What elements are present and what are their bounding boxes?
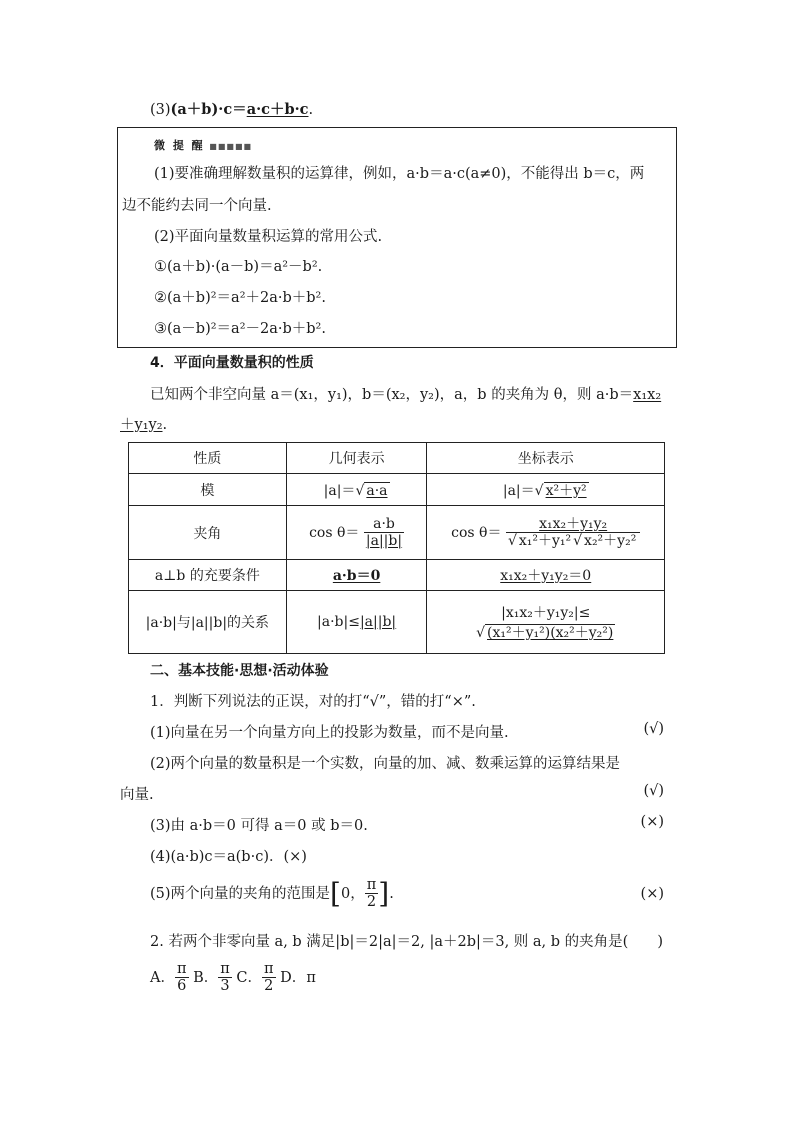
law-lhs: (a＋b)·c＝ bbox=[170, 101, 247, 118]
judge-item-3: (3)由 a·b＝0 可得 a＝0 或 b＝0. bbox=[150, 818, 368, 834]
section-4-intro bbox=[150, 383, 661, 404]
cell-coordinate bbox=[427, 560, 665, 591]
frac-den: |a||b| bbox=[365, 532, 403, 549]
geo-sqrt: a·a bbox=[366, 482, 388, 499]
cell-geometric bbox=[286, 506, 427, 560]
judge-mark-1: (√) bbox=[643, 721, 664, 737]
option-text: π bbox=[306, 970, 316, 986]
law-rhs: a·c＋b·c bbox=[246, 101, 309, 118]
tip-header bbox=[154, 137, 252, 153]
judge-mark-5: (×) bbox=[640, 886, 664, 902]
geo-pre: cos θ＝ bbox=[309, 524, 360, 541]
judge-mark-3: (×) bbox=[640, 814, 664, 830]
coord-value: x₁x₂＋y₁y₂＝0 bbox=[500, 568, 592, 584]
properties-table bbox=[128, 442, 665, 654]
coord-line-1: |x₁x₂＋y₁y₂|≤ bbox=[501, 605, 591, 621]
frac-den: √ x₁²＋y₁² √ x₂²＋y₂² bbox=[507, 532, 637, 549]
geo-underlined: |a||b| bbox=[359, 614, 397, 630]
judge-item-4: (4)(a·b)c＝a(b·c)．(×) bbox=[150, 849, 307, 865]
frac-num: x₁x₂＋y₁y₂ bbox=[506, 516, 640, 533]
left-bracket: [ bbox=[330, 877, 341, 910]
distributive-law-line bbox=[150, 98, 313, 119]
cell-property: 夹角 bbox=[129, 506, 287, 560]
cell-geometric: |a|＝√ a·a bbox=[286, 474, 427, 506]
intro-end: . bbox=[162, 417, 168, 433]
coord-pre: |a|＝ bbox=[502, 482, 535, 499]
intro-text: 已知两个非空向量 a＝(x₁，y₁)，b＝(x₂，y₂)，a，b 的夹角为 θ，则 a·b＝ bbox=[150, 387, 634, 403]
tip-title: 微 提 醒 bbox=[154, 139, 205, 152]
frac-num: π bbox=[366, 877, 377, 893]
cell-coordinate: |a|＝√ x²＋y² bbox=[427, 474, 665, 506]
intro-answer-1: x₁x₂ bbox=[633, 387, 662, 403]
frac-num: π bbox=[264, 961, 274, 977]
cell-property: a⊥b 的充要条件 bbox=[129, 560, 287, 591]
option-a[interactable] bbox=[150, 961, 189, 994]
den-sqrt-b: x₂²＋y₂² bbox=[584, 532, 637, 549]
judge-mark-2: (√) bbox=[643, 783, 664, 799]
tip-formula-2: ②(a＋b)²＝a²＋2a·b＋b². bbox=[154, 290, 326, 306]
option-d[interactable] bbox=[280, 970, 316, 986]
option-label: D． bbox=[280, 970, 307, 986]
option-c[interactable] bbox=[236, 961, 275, 994]
tip-paragraph-1b: 边不能约去同一个向量. bbox=[122, 198, 272, 214]
frac-num: a·b bbox=[364, 516, 404, 533]
coord-fraction bbox=[506, 516, 640, 550]
option-fraction bbox=[262, 961, 276, 995]
table-header-row bbox=[129, 443, 665, 474]
question-1: 1．判断下列说法的正误，对的打“√”，错的打“×”. bbox=[150, 694, 476, 710]
cell-property: 模 bbox=[129, 474, 287, 506]
cell-coordinate bbox=[427, 506, 665, 560]
tip-dots: ■■■■■ bbox=[209, 142, 253, 151]
period: . bbox=[308, 102, 314, 118]
cell-geometric bbox=[286, 560, 427, 591]
table-row-perpendicular bbox=[129, 560, 665, 591]
header-geometric: 几何表示 bbox=[286, 443, 427, 474]
judge-item-2: (2)两个向量的数量积是一个实数，向量的加、减、数乘运算的运算结果是 bbox=[150, 756, 621, 772]
option-fraction bbox=[175, 961, 189, 995]
coord-line-2: √ (x₁²＋y₁²)(x₂²＋y₂²) bbox=[476, 625, 614, 641]
option-fraction bbox=[218, 961, 232, 995]
section-4-intro-cont bbox=[120, 413, 167, 434]
section-2-heading: 二、基本技能·思想·活动体验 bbox=[150, 663, 329, 679]
judge-item-5: (5)两个向量的夹角的范围是[0， $\frac{\pi}{2}$ ]. bbox=[150, 877, 394, 910]
header-coordinate: 坐标表示 bbox=[427, 443, 665, 474]
item-label: (3) bbox=[150, 102, 171, 118]
option-b[interactable] bbox=[193, 961, 232, 994]
question-2-options bbox=[150, 958, 316, 998]
coord-sqrt: (x₁²＋y₁²)(x₂²＋y₂²) bbox=[487, 625, 614, 641]
range-low: 0， bbox=[340, 886, 365, 902]
option-label: B． bbox=[193, 970, 219, 986]
tip-formula-3: ③(a－b)²＝a²－2a·b＋b². bbox=[154, 321, 326, 337]
table-row-angle bbox=[129, 506, 665, 560]
coord-pre: cos θ＝ bbox=[451, 524, 502, 541]
header-property: 性质 bbox=[129, 443, 287, 474]
tip-paragraph-2: (2)平面向量数量积运算的常用公式. bbox=[154, 229, 383, 245]
range-fraction bbox=[365, 877, 379, 911]
geo-value: a·b＝0 bbox=[332, 568, 381, 584]
right-bracket: ] bbox=[378, 877, 390, 910]
geo-pre: |a·b|≤ bbox=[317, 614, 360, 630]
table-row-modulus bbox=[129, 474, 665, 506]
judge-item-2-cont: 向量. bbox=[120, 787, 154, 803]
frac-num: π bbox=[220, 961, 230, 977]
frac-num: π bbox=[176, 961, 187, 977]
tip-box bbox=[117, 127, 677, 348]
frac-den: 2 bbox=[366, 894, 377, 910]
question-2: 2. 若两个非零向量 a, b 满足|b|＝2|a|＝2, |a＋2b|＝3, 则 a, b 的夹角是( ) bbox=[150, 934, 663, 950]
cell-property: |a·b|与|a||b|的关系 bbox=[129, 591, 287, 654]
tip-formula-1: ①(a＋b)·(a－b)＝a²－b². bbox=[154, 259, 323, 275]
table-row-inequality bbox=[129, 591, 665, 654]
cell-coordinate bbox=[427, 591, 665, 654]
frac-den: 3 bbox=[220, 978, 230, 994]
den-sqrt-a: x₁²＋y₁² bbox=[518, 532, 572, 549]
option-label: A． bbox=[150, 970, 175, 986]
geo-pre: |a|＝ bbox=[323, 482, 356, 499]
judge-item-1: (1)向量在另一个向量方向上的投影为数量，而不是向量. bbox=[150, 725, 509, 741]
cell-geometric bbox=[286, 591, 427, 654]
coord-sqrt: x²＋y² bbox=[545, 482, 587, 499]
frac-den: 2 bbox=[264, 978, 274, 994]
section-4-heading: 4．平面向量数量积的性质 bbox=[150, 355, 314, 371]
intro-answer-2: ＋y₁y₂ bbox=[120, 417, 163, 433]
tip-paragraph-1a: (1)要准确理解数量积的运算律，例如，a·b＝a·c(a≠0)，不能得出 b＝c，两 bbox=[154, 166, 645, 182]
item-5-text: (5)两个向量的夹角的范围是 bbox=[150, 886, 331, 902]
option-label: C． bbox=[236, 970, 263, 986]
geo-fraction bbox=[364, 516, 404, 550]
frac-den: 6 bbox=[177, 978, 187, 994]
